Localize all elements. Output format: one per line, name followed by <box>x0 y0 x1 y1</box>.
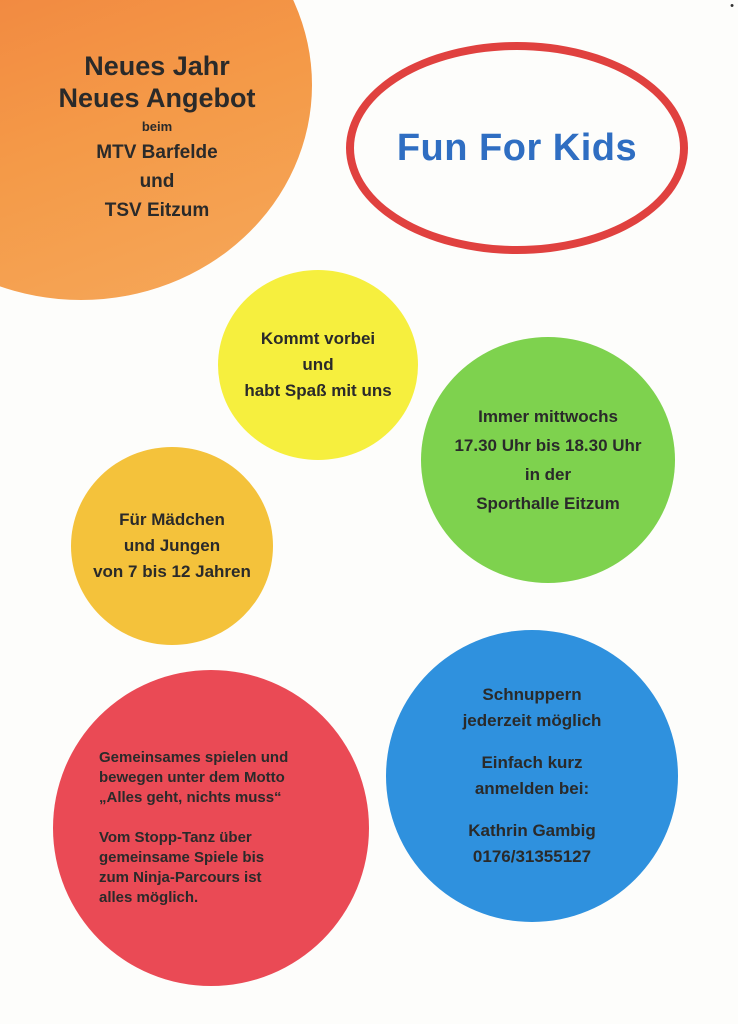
activities-line-6: zum Ninja-Parcours ist <box>99 869 262 886</box>
page-title: Fun For Kids <box>396 126 638 169</box>
activities-line-1: Gemeinsames spielen und <box>99 749 289 766</box>
activities-line-2: bewegen unter dem Motto <box>99 769 285 786</box>
intro-line-at: beim <box>141 119 173 134</box>
activities-line-4: Vom Stopp-Tanz über <box>99 829 252 846</box>
activities-motto: „Alles geht, nichts muss“ <box>99 789 282 806</box>
corner-mark: • <box>730 0 734 12</box>
register-line-1: Einfach kurz <box>481 753 583 772</box>
activities-line-5: gemeinsame Spiele bis <box>99 849 265 866</box>
contact-name: Kathrin Gambig <box>468 821 596 840</box>
invite-line-2: und <box>302 355 334 374</box>
intro-text <box>50 50 264 225</box>
schedule-location: Sporthalle Eitzum <box>476 494 620 513</box>
red-circle <box>53 670 369 986</box>
intro-line-new-offer: Neues Angebot <box>58 83 256 113</box>
schedule-time: 17.30 Uhr bis 18.30 Uhr <box>454 436 642 455</box>
contact-phone: 0176/31355127 <box>472 847 592 866</box>
intro-line-and: und <box>139 171 175 192</box>
schedule-in: in der <box>524 465 572 484</box>
trial-line-1: Schnuppern <box>482 685 582 704</box>
title-oval <box>346 42 688 254</box>
yellow-circle <box>218 270 418 460</box>
intro-line-new-year: Neues Jahr <box>84 51 230 81</box>
contact-text <box>463 682 602 870</box>
invite-line-1: Kommt vorbei <box>260 329 376 348</box>
amber-circle <box>71 447 273 645</box>
activities-line-7: alles möglich. <box>99 889 199 906</box>
schedule-day: Immer mittwochs <box>478 407 618 426</box>
activities-text <box>99 748 288 908</box>
intro-line-club-2: TSV Eitzum <box>104 200 210 221</box>
audience-line-2: und Jungen <box>123 536 221 555</box>
blue-circle <box>386 630 678 922</box>
invite-line-3: habt Spaß mit uns <box>244 381 392 400</box>
audience-line-1: Für Mädchen <box>119 510 225 529</box>
audience-line-3: von 7 bis 12 Jahren <box>93 562 251 581</box>
green-circle <box>421 337 675 583</box>
intro-line-club-1: MTV Barfelde <box>96 142 218 163</box>
register-line-2: anmelden bei: <box>474 779 590 798</box>
trial-line-2: jederzeit möglich <box>462 711 602 730</box>
